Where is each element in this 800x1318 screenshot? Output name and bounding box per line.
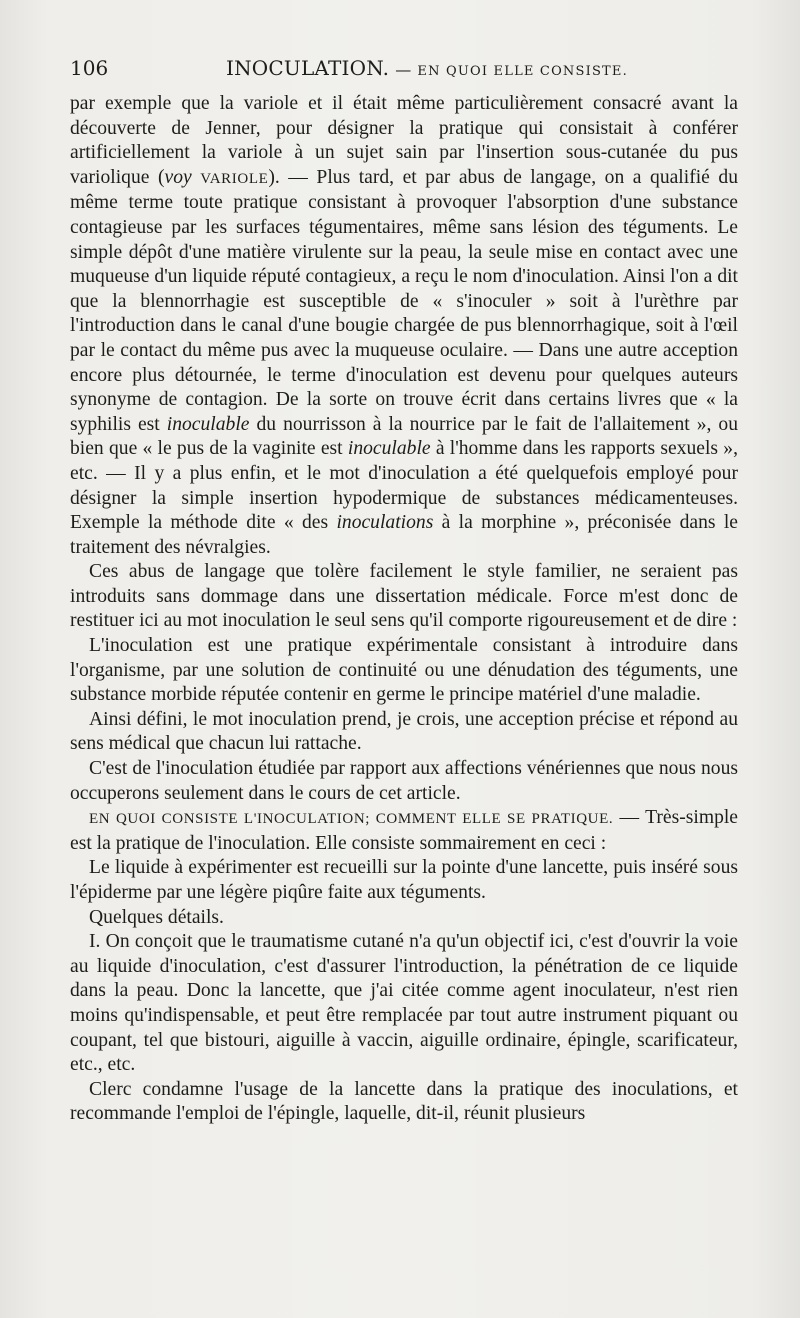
- text-run: à la morphine », préconisée dans le traitement des névralgies.: [70, 512, 739, 558]
- paragraph-section-heading: [70, 806, 738, 856]
- running-header: [70, 56, 738, 86]
- paragraph-definition: L'inoculation est une pratique expérimentale consistant à introduire dans l'organisme, par une solution de continuité ou une dénudation des téguments, une substance morbide réputée contenir en germe le principe matériel d'une maladie.: [70, 635, 738, 706]
- italic-inoculable: inoculable: [166, 413, 250, 435]
- section-heading: EN QUOI CONSISTE L'INOCULATION; COMMENT ELLE SE PRATIQUE.: [89, 811, 614, 828]
- paragraph: Clerc condamne l'usage de la lancette dans la pratique des inoculations, et recommande l'emploi de l'épingle, laquelle, dit-il, réunit plusieurs: [70, 1078, 738, 1125]
- running-title-subtitle: EN QUOI ELLE CONSISTE.: [417, 64, 628, 79]
- italic-inoculations: inoculations: [336, 512, 434, 534]
- smallcaps-variole: VARIOLE: [200, 170, 269, 187]
- paragraph: Quelques détails.: [89, 906, 224, 928]
- italic-inoculable: inoculable: [347, 438, 431, 460]
- paragraph: Ainsi défini, le mot inoculation prend, je crois, une acception précise et répond au sens médical que chacun lui rattache.: [70, 708, 738, 755]
- page-number: 106: [70, 56, 109, 80]
- text-run: à l'homme dans les rapports sexuels », etc. — Il y a plus enfin, et le mot d'inoculation a été quelquefois employé pour désigner la simple insertion hypodermique de substances médicamenteuses. Exemple la méthode dite « des: [70, 438, 738, 534]
- paragraph-continued: [70, 92, 738, 560]
- running-title-main: INOCULATION.: [226, 56, 390, 80]
- paragraph: C'est de l'inoculation étudiée par rapport aux affections vénériennes que nous nous occuperons seulement dans le cours de cet article.: [70, 758, 738, 804]
- running-title: [226, 56, 628, 80]
- running-title-dash: —: [395, 60, 412, 79]
- text-run: — Très-simple est la pratique de l'inoculation. Elle consiste sommairement en ceci :: [70, 807, 739, 854]
- body-text: [70, 92, 738, 1127]
- text-run: ). — Plus tard, et par abus de langage, on a qualifié du même terme toute pratique consistant à provoquer l'absorption d'une substance contagieuse par les surfaces tégumentaires, même sans lésion des téguments. Le simple dépôt d'une matière virulente sur la peau, la seule mise en contact avec une muqueuse d'un liquide réputé contagieux, a reçu le nom d'inoculation. Ainsi l'on a dit que la blennorrhagie est susceptible de « s'inoculer » soit à l'urèthre par l'introduction dans le canal d'une bougie chargée de pus blennorrhagique, soit à l'œil par le contact du même pus avec la muqueuse oculaire. — Dans une autre acception encore plus détournée, le terme d'inoculation est devenu pour quelques auteurs synonyme de contagion. De la sorte on trouve écrit dans certains livres que « la syphilis est: [70, 166, 738, 435]
- paragraph: Ces abus de langage que tolère facilement le style familier, ne seraient pas introduits sans dommage dans une dissertation médicale. Force m'est donc de restituer ici au mot inoculation le seul sens qu'il comporte rigoureusement et de dire :: [70, 561, 738, 632]
- text-run: du nourrisson à la nourrice par le fait de l'allaitement », ou bien que « le pus de la vaginite est: [70, 413, 738, 460]
- italic-voy: voy: [164, 166, 192, 188]
- paragraph: I. On conçoit que le traumatisme cutané n'a qu'un objectif ici, c'est d'ouvrir la voie au liquide d'inoculation, c'est d'assurer l'introduction, la pénétration de ce liquide dans la peau. Donc la lancette, que j'ai citée comme agent inoculateur, n'est rien moins qu'indispensable, et peut être remplacée par tout autre instrument piquant ou coupant, tel que bistouri, aiguille à vaccin, aiguille ordinaire, épingle, scarificateur, etc., etc.: [70, 931, 738, 1076]
- text-run: par exemple que la variole et il était même particulièrement consacré avant la découverte de Jenner, pour désigner la pratique qui consistait à conférer artificiellement la variole à un sujet sain par l'insertion sous-cutanée du pus variolique (: [70, 93, 738, 188]
- paragraph: Le liquide à expérimenter est recueilli sur la pointe d'une lancette, puis inséré sous l'épiderme par une légère piqûre faite aux téguments.: [70, 857, 738, 903]
